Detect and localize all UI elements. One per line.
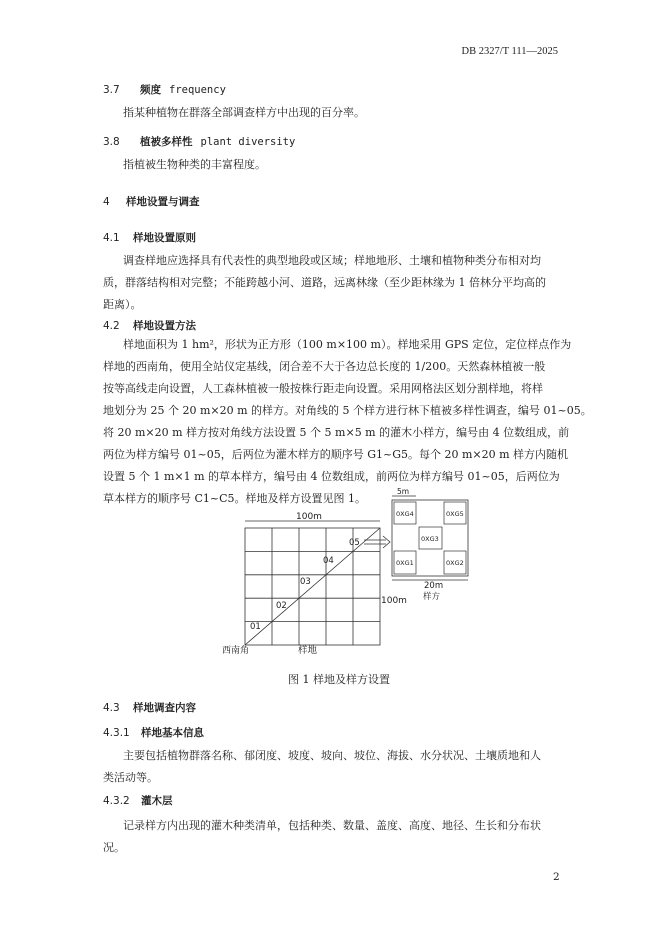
- section-number: 4.3: [103, 702, 120, 714]
- southwest-corner-label: 西南角: [222, 646, 250, 656]
- paragraph-line: 调查样地应选择具有代表性的典型地段或区域；样地地形、土壤和植物种类分布相对均: [123, 254, 541, 267]
- arrow-head: [383, 536, 390, 548]
- section-number: 4.3.1: [103, 727, 130, 739]
- paragraph-line: 按等高线走向设置，人工森林植被一般按株行距走向设置。采用网格法区划分割样地，将样: [103, 382, 543, 395]
- shrub-quadrat-label-g1: 0XG1: [396, 559, 414, 567]
- shrub-quadrat-label-g5: 0XG5: [446, 510, 464, 518]
- section-number: 3.7: [103, 84, 120, 96]
- paragraph-line: 类活动等。: [103, 771, 158, 784]
- section-title: 样地设置方法: [133, 320, 196, 332]
- section-number: 3.8: [103, 136, 120, 148]
- paragraph-line: 设置 5 个 1 m×1 m 的草本样方，编号由 4 位数组成，前两位为样方编号 01~05，后两位为: [103, 470, 560, 483]
- section-title: 样地设置原则: [133, 232, 196, 244]
- section-title: 植被多样性: [140, 136, 193, 148]
- paragraph-line: 两位为样方编号 01~05，后两位为灌木样方的顺序号 G1~G5。每个 20 m×20 m 样方内随机: [103, 448, 569, 461]
- paragraph-line: 样地面积为 1 hm²，形状为正方形（100 m×100 m）。样地采用 GPS 定位，定位样点作为: [123, 338, 572, 351]
- paragraph-line: 样地的西南角，使用全站仪定基线，闭合差不大于各边总长度的 1/200。天然森林植被一般: [103, 360, 546, 373]
- subplot-label-04: 04: [323, 556, 334, 566]
- plot-height-label: 100m: [381, 596, 407, 606]
- paragraph-line: 将 20 m×20 m 样方按对角线方法设置 5 个 5 m×5 m 的灌木小样方，编号由 4 位数组成，前: [103, 426, 570, 439]
- subplot-label-01: 01: [250, 622, 261, 632]
- section-title-en: frequency: [169, 84, 226, 96]
- section-number: 4.1: [103, 232, 120, 244]
- paragraph-line: 记录样方内出现的灌木种类清单，包括种类、数量、盖度、高度、地径、生长和分布状: [123, 819, 541, 832]
- section-number: 4.2: [103, 320, 120, 332]
- section-number: 4.3.2: [103, 795, 130, 807]
- section-title: 灌木层: [141, 795, 173, 807]
- subplot-caption: 样方: [423, 592, 441, 602]
- section-4-3-heading: [103, 700, 196, 715]
- section-4-3-1-heading: [103, 725, 204, 740]
- paragraph-line: 主要包括植物群落名称、郁闭度、坡度、坡向、坡位、海拔、水分状况、土壤质地和人: [123, 749, 541, 762]
- shrub-quadrat-label-g2: 0XG2: [446, 559, 464, 567]
- paragraph-line: 草本样方的顺序号 C1~C5。样地及样方设置见图 1。: [103, 492, 367, 505]
- paragraph-line: 况。: [103, 841, 125, 854]
- shrub-size-label: 5m: [397, 487, 410, 496]
- definition-text: 指植被生物种类的丰富程度。: [123, 158, 266, 171]
- figure-caption: 图 1 样地及样方设置: [288, 673, 390, 686]
- subplot-label-02: 02: [276, 601, 287, 611]
- document-code-header: DB 2327/T 111—2025: [461, 46, 558, 57]
- subplot-label-05: 05: [349, 538, 360, 548]
- section-number: 4: [103, 196, 110, 208]
- section-title: 频度: [140, 84, 161, 96]
- shrub-quadrat-label-g4: 0XG4: [396, 510, 414, 518]
- section-title: 样地基本信息: [141, 727, 204, 739]
- subplot-width-label: 20m: [424, 581, 444, 591]
- plot-width-label: 100m: [296, 512, 322, 522]
- plot-label: 样地: [298, 645, 318, 656]
- page-number: 2: [553, 871, 560, 883]
- paragraph-4-3-2: [103, 815, 541, 859]
- paragraph-line: 地划分为 25 个 20 m×20 m 的样方。对角线的 5 个样方进行林下植被多样性调查，编号 01~05。: [103, 404, 592, 417]
- section-title: 样地调查内容: [133, 702, 196, 714]
- subplot-label-03: 03: [300, 577, 311, 587]
- paragraph-4-3-1: [103, 745, 541, 789]
- zoom-arrow: [364, 536, 390, 548]
- definition-text: 指某种植物在群落全部调查样方中出现的百分率。: [123, 106, 365, 119]
- paragraph-line: 质，群落结构相对完整；不能跨越小河、道路，远离林缘（至少距林缘为 1 倍林分平均高的: [103, 276, 546, 289]
- paragraph-line: 距离）。: [103, 298, 142, 311]
- section-4-3-2-heading: [103, 793, 173, 808]
- section-title: 样地设置与调查: [126, 196, 200, 208]
- shrub-quadrat-label-g3: 0XG3: [421, 535, 439, 543]
- section-title-en: plant diversity: [200, 136, 296, 148]
